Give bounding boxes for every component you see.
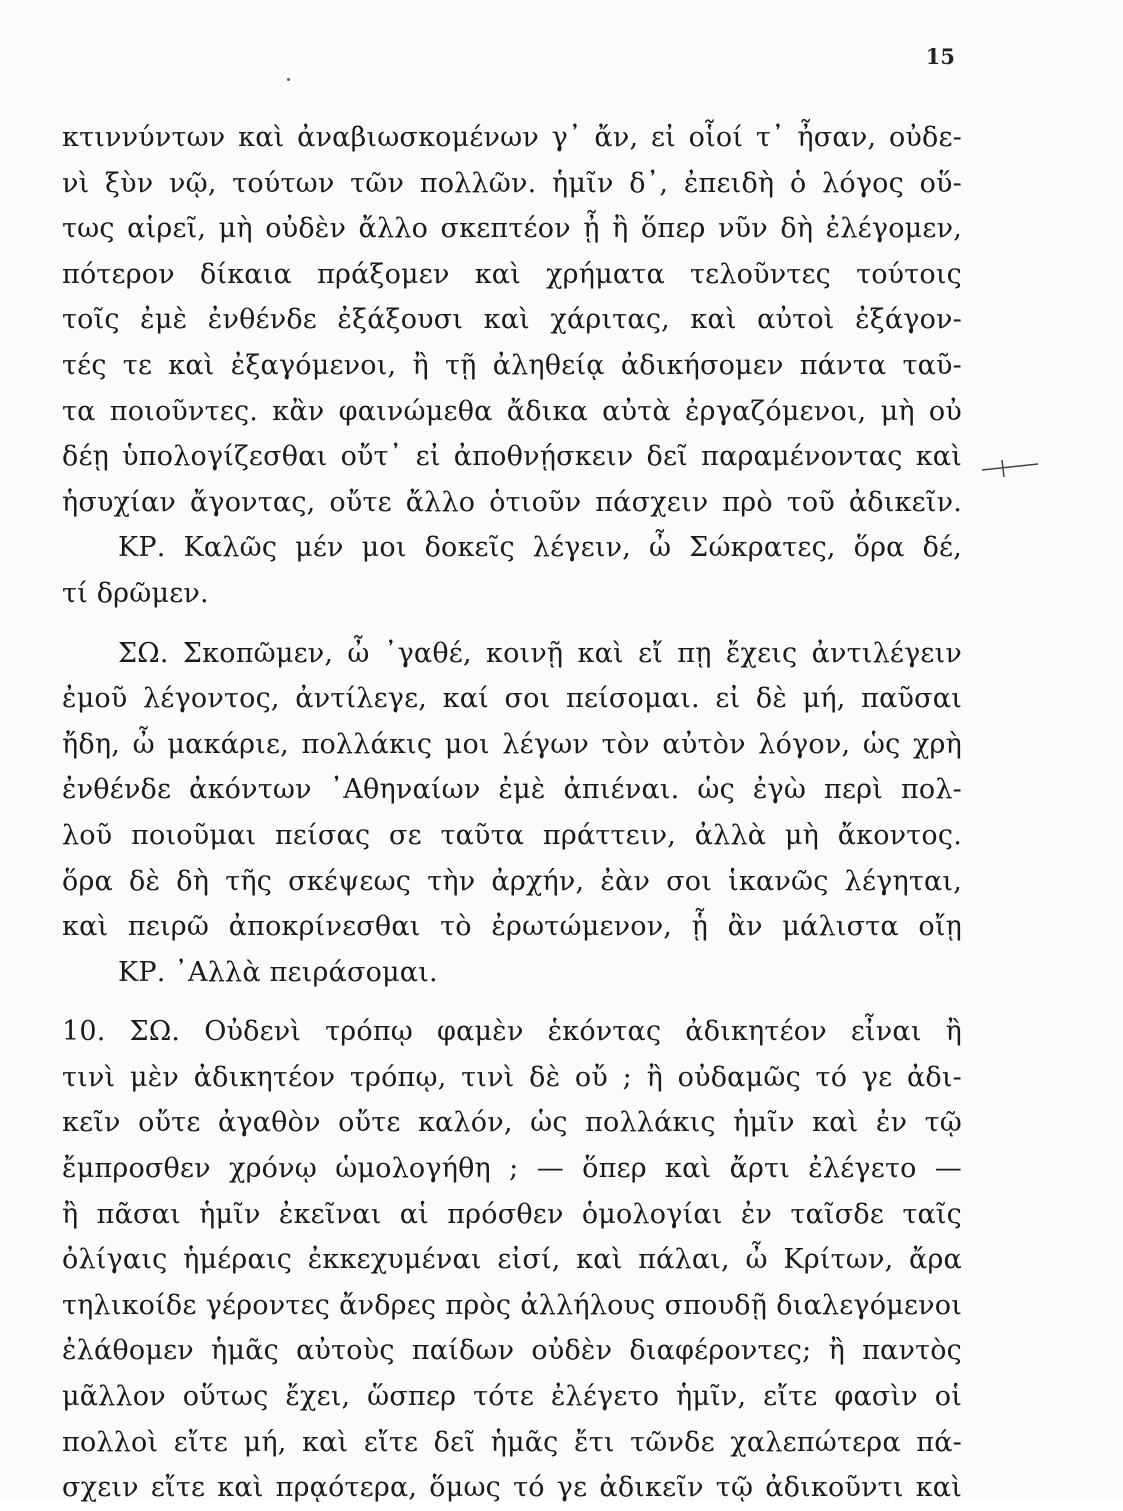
- ink-dot: [287, 78, 290, 81]
- text-line: λοῦ ποιοῦμαι πείσας σε ταῦτα πράττειν, ἀλλὰ μὴ ἄκοντος.: [62, 819, 962, 851]
- text-line: τως αἱρεῖ, μὴ οὐδὲν ἄλλο σκεπτέον ᾖ ἢ ὅπερ νῦν δὴ ἐλέγομεν,: [62, 213, 962, 245]
- text-line: κτιννύντων καὶ ἀναβιωσκομένων γ᾽ ἄν, εἰ οἷοί τ᾽ ἦσαν, οὐδε-: [62, 122, 962, 153]
- text-line: ΚΡ. ᾽Αλλὰ πειράσομαι.: [118, 956, 438, 988]
- text-line: σχειν εἴτε καὶ πρᾳότερα, ὅμως τό γε ἀδικεῖν τῷ ἀδικοῦντι καὶ: [62, 1472, 962, 1504]
- text-line: μᾶλλον οὕτως ἔχει, ὥσπερ τότε ἐλέγετο ἡμῖν, εἴτε φασὶν οἱ: [62, 1381, 962, 1413]
- text-line: ἤδη, ὦ μακάριε, πολλάκις μοι λέγων τὸν αὐτὸν λόγον, ὡς χρὴ: [62, 728, 962, 760]
- page-number: 15: [925, 44, 955, 69]
- text-line: ὅρα δὲ δὴ τῆς σκέψεως τὴν ἀρχήν, ἐὰν σοι ἱκανῶς λέγηται,: [62, 865, 962, 897]
- text-line: ἐνθένδε ἀκόντων ᾽Αθηναίων ἐμὲ ἀπιέναι. ὡς ἐγὼ περὶ πολ-: [62, 774, 962, 806]
- text-line: ἢ πᾶσαι ἡμῖν ἐκεῖναι αἱ πρόσθεν ὁμολογίαι ἐν ταῖσδε ταῖς: [62, 1198, 962, 1230]
- text-line: κεῖν οὔτε ἀγαθὸν οὔτε καλόν, ὡς πολλάκις ἡμῖν καὶ ἐν τῷ: [62, 1107, 962, 1139]
- margin-annotation-mark: [980, 458, 1040, 478]
- text-line: τί δρῶμεν.: [62, 577, 209, 609]
- text-line: ἔμπροσθεν χρόνῳ ὡμολογήθη ; — ὅπερ καὶ ἄρτι ἐλέγετο —: [62, 1153, 962, 1185]
- text-line: τοῖς ἐμὲ ἐνθένδε ἐξάξουσι καὶ χάριτας, καὶ αὐτοὶ ἐξάγον-: [62, 304, 962, 336]
- text-line: ΚΡ. Καλῶς μέν μοι δοκεῖς λέγειν, ὦ Σώκρατες, ὅρα δέ,: [118, 532, 962, 564]
- text-line: τινὶ μὲν ἀδικητέον τρόπῳ, τινὶ δὲ οὔ ; ἢ οὐδαμῶς τό γε ἀδι-: [62, 1061, 962, 1093]
- text-line: 10. ΣΩ. Οὐδενὶ τρόπῳ φαμὲν ἑκόντας ἀδικητέον εἶναι ἢ: [62, 1016, 962, 1048]
- text-line: ἐλάθομεν ἡμᾶς αὐτοὺς παίδων οὐδὲν διαφέροντες; ἢ παντὸς: [62, 1335, 962, 1367]
- text-line: νὶ ξὺν νῷ, τούτων τῶν πολλῶν. ἡμῖν δ᾽, ἐπειδὴ ὁ λόγος οὕ-: [62, 167, 962, 199]
- main-text: [62, 115, 962, 1511]
- text-line: ἡσυχίαν ἄγοντας, οὔτε ἄλλο ὁτιοῦν πάσχειν πρὸ τοῦ ἀδικεῖν.: [62, 486, 962, 518]
- text-line: καὶ πειρῶ ἀποκρίνεσθαι τὸ ἐρωτώμενον, ᾗ ἂν μάλιστα οἴῃ: [62, 911, 962, 943]
- text-line: τηλικοίδε γέροντες ἄνδρες πρὸς ἀλλήλους σπουδῇ διαλεγόμενοι: [62, 1289, 962, 1321]
- text-line: δέῃ ὑπολογίζεσθαι οὔτ᾽ εἰ ἀποθνῄσκειν δεῖ παραμένοντας καὶ: [62, 441, 962, 473]
- text-line: ἐμοῦ λέγοντος, ἀντίλεγε, καί σοι πείσομαι. εἰ δὲ μή, παῦσαι: [62, 683, 962, 715]
- text-line: ὀλίγαις ἡμέραις ἐκκεχυμέναι εἰσί, καὶ πάλαι, ὦ Κρίτων, ἄρα: [62, 1244, 962, 1276]
- text-line: πολλοὶ εἴτε μή, καὶ εἴτε δεῖ ἡμᾶς ἔτι τῶνδε χαλεπώτερα πά-: [62, 1426, 962, 1458]
- text-line: ΣΩ. Σκοπῶμεν, ὦ ᾽γαθέ, κοινῇ καὶ εἴ πῃ ἔχεις ἀντιλέγειν: [118, 637, 962, 669]
- text-line: τές τε καὶ ἐξαγόμενοι, ἢ τῇ ἀληθείᾳ ἀδικήσομεν πάντα ταῦ-: [62, 349, 962, 381]
- text-line: πότερον δίκαια πράξομεν καὶ χρήματα τελοῦντες τούτοις: [62, 258, 962, 290]
- text-line: τα ποιοῦντες. κἂν φαινώμεθα ἄδικα αὐτὰ ἐργαζόμενοι, μὴ οὐ: [62, 395, 962, 427]
